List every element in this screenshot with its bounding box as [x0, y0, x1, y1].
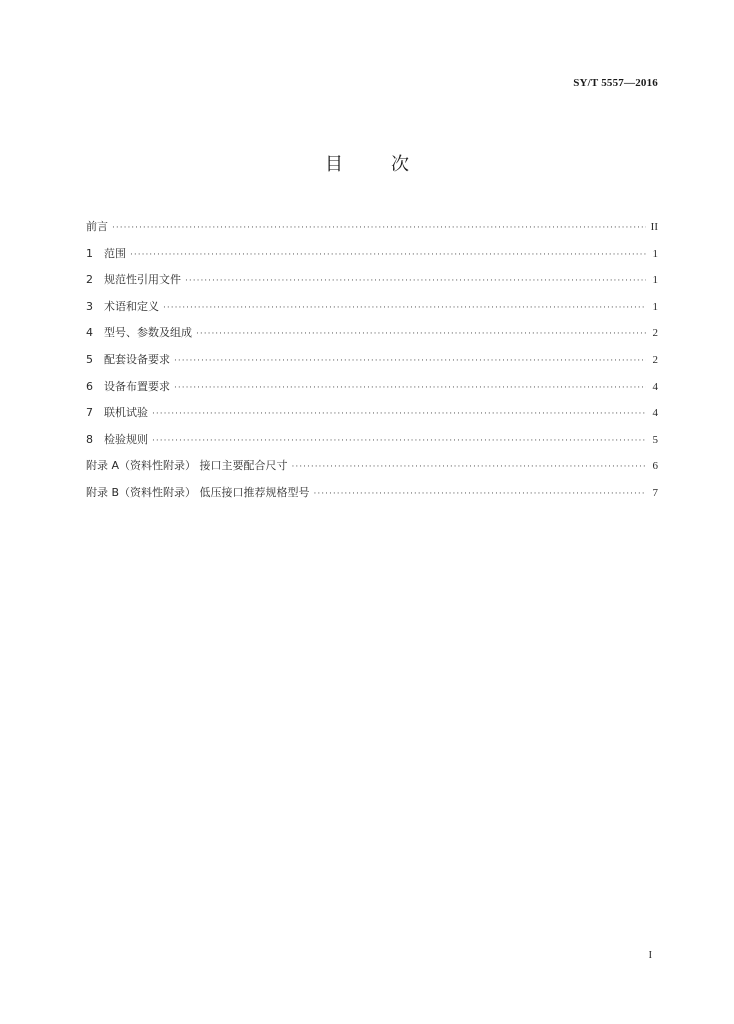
toc-entry-normative-references[interactable]: [86, 271, 658, 298]
toc-entry-number: 6: [86, 379, 93, 393]
toc-leader-dots: [152, 436, 646, 446]
toc-leader-dots: [174, 356, 646, 366]
toc-entry-number: 7: [86, 406, 93, 420]
toc-entry-label: 规范性引用文件: [104, 273, 181, 287]
toc-entry-layout-requirements[interactable]: [86, 378, 658, 405]
toc-entry-page: 4: [652, 380, 658, 393]
toc-entry-number: 4: [86, 326, 93, 340]
toc-entry-joint-test[interactable]: [86, 404, 658, 431]
toc-entry-scope[interactable]: [86, 245, 658, 272]
toc-leader-dots: [196, 329, 646, 339]
toc-entry-label: 配套设备要求: [104, 352, 170, 366]
toc-entry-label: 范围: [104, 246, 126, 260]
toc-entry-label: 设备布置要求: [104, 379, 170, 393]
toc-entry-label: 附录 A（资料性附录） 接口主要配合尺寸: [86, 459, 288, 473]
toc-entry-appendix-b[interactable]: [86, 484, 658, 511]
toc-entry-models-parameters[interactable]: [86, 324, 658, 351]
toc-entry-label: 附录 B（资料性附录） 低压接口推荐规格型号: [86, 485, 310, 499]
toc-entry-number: 1: [86, 246, 93, 260]
toc-entry-inspection-rules[interactable]: [86, 431, 658, 458]
toc-entry-page: 1: [652, 300, 658, 313]
toc-entry-number: 3: [86, 299, 93, 313]
toc-entry-page: 5: [652, 433, 658, 446]
toc-entry-page: 1: [652, 274, 658, 287]
toc-entry-label: 检验规则: [104, 432, 148, 446]
toc-entry-number: 2: [86, 273, 93, 287]
toc-entry-terms-definitions[interactable]: [86, 298, 658, 325]
table-of-contents: [86, 218, 658, 511]
toc-leader-dots: [152, 409, 646, 419]
toc-entry-page: 2: [652, 327, 658, 340]
toc-leader-dots: [185, 276, 646, 286]
toc-entry-number: 5: [86, 352, 93, 366]
toc-leader-dots: [130, 250, 646, 260]
toc-entry-label: 术语和定义: [104, 299, 159, 313]
toc-entry-page: 6: [652, 460, 658, 473]
toc-leader-dots: [292, 462, 646, 472]
toc-leader-dots: [163, 303, 646, 313]
toc-entry-label: 联机试验: [104, 406, 148, 420]
toc-leader-dots: [112, 223, 646, 233]
standard-code: SY/T 5557—2016: [573, 77, 658, 89]
toc-entry-page: 1: [652, 247, 658, 260]
toc-entry-appendix-a[interactable]: [86, 457, 658, 484]
toc-entry-foreword[interactable]: [86, 218, 658, 245]
toc-entry-page: 4: [652, 407, 658, 420]
toc-entry-number: 8: [86, 432, 93, 446]
toc-entry-page: 7: [652, 486, 658, 499]
toc-leader-dots: [314, 489, 646, 499]
toc-entry-page: II: [650, 221, 658, 233]
toc-entry-label: 型号、参数及组成: [104, 326, 192, 340]
toc-leader-dots: [174, 383, 646, 393]
toc-entry-label: 前言: [86, 220, 108, 233]
toc-entry-page: 2: [652, 353, 658, 366]
page-number: I: [648, 950, 652, 961]
page-title: 目次: [325, 154, 457, 175]
toc-entry-equipment-requirements[interactable]: [86, 351, 658, 378]
